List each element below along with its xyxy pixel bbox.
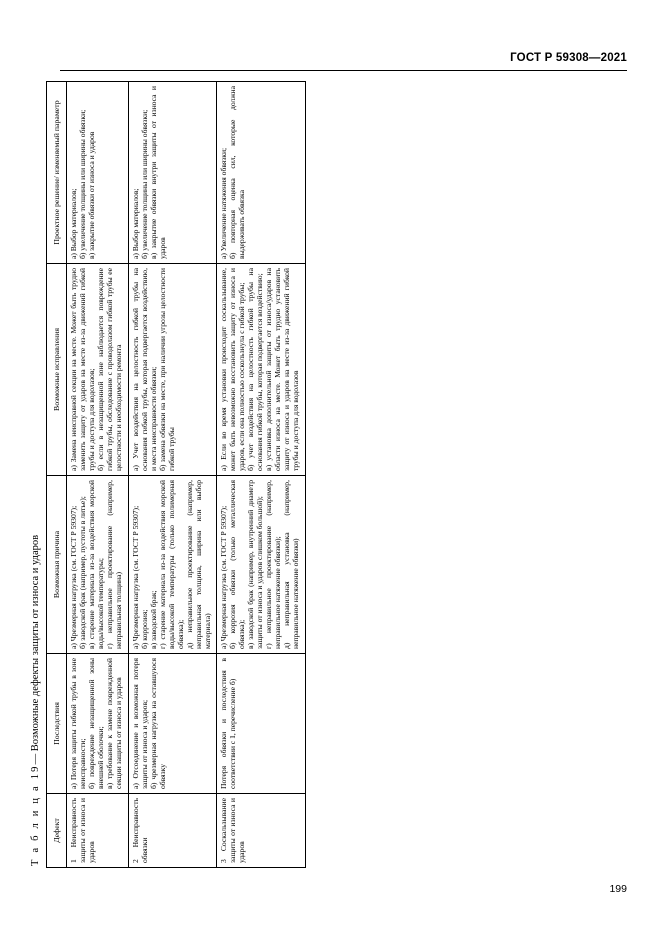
defect-text: 2 Неисправность обвязки: [130, 798, 149, 863]
fix-item: а) Замена неисправной секции на месте. Может быть трудно заменить защиту от ударов на месте из-за движений гибкой трубы и доступа для водолазов;: [69, 268, 97, 471]
cell-consequences: [217, 654, 306, 794]
page-number: 199: [609, 883, 627, 895]
table-caption-label: Т а б л и ц а 19: [30, 764, 41, 866]
cell-design: [217, 82, 306, 264]
fix-item: б) учет воздействия на целостность гибкой трубы на основания гибкой трубы, которая подвергается воздействию;: [246, 268, 265, 471]
cell-consequences: [128, 654, 217, 794]
cause-item: в) старение материала из-за воздействия морской воды/высокой температуры;: [87, 480, 106, 649]
cause-item: г) старение материала из-за воздействия морской воды/высокой температуры (только полимерная обвязка);: [157, 480, 185, 649]
cause-item: д) неправильное проектирование (например, неправильная толщина, ширина или выбор материала): [184, 480, 212, 649]
cell-defect: [67, 794, 129, 868]
fix-item: б) замена обвязки на месте, при наличии угрозы целостности гибкой трубы: [157, 268, 176, 471]
design-item: а) Выбор материалов;: [69, 188, 79, 259]
cause-item: в) заводской брак (например, внутренний диаметр защиты от износа и ударов слишком большой);: [246, 480, 265, 649]
design-item: а) Выбор материалов;: [130, 188, 140, 259]
consequence-item: а) Потеря защиты гибкой трубы в зоне неисправности;: [69, 658, 88, 789]
table-row: [217, 82, 306, 868]
fix-item: а) Учет воздействия на целостность гибкой трубы на основания гибкой трубы, которая подвергается воздействию, и места неисправности обвязки;: [130, 268, 158, 471]
design-item: в) закрытие обвязки внутри защиты от износа и ударов: [148, 86, 167, 259]
design-item: б) увеличение толщины или ширины обвязки;: [78, 109, 88, 259]
column-header-design: Проектное решение/ изменяемый параметр: [47, 82, 67, 264]
table-header-row: [47, 82, 67, 868]
cell-cause: [67, 476, 129, 654]
table-caption-text: — Возможные дефекты защиты от износа и ударов: [30, 534, 41, 765]
design-item: б) повторная оценка сил, которые должна выдерживать обвязка: [228, 86, 247, 259]
consequence-item: б) чрезмерная нагрузка на оставшуюся обвязку: [148, 658, 167, 789]
design-item: б) увеличение толщины или ширины обвязки;: [139, 109, 149, 259]
cell-cause: [217, 476, 306, 654]
cause-item: а) Чрезмерная нагрузка (см. ГОСТ Р 59307);: [69, 505, 79, 649]
table-row: [67, 82, 129, 868]
cause-item: а) Чрезмерная нагрузка (см. ГОСТ Р 59307);: [219, 505, 229, 649]
table-caption: [30, 78, 41, 866]
table-row: [128, 82, 217, 868]
standard-id-header: ГОСТ Р 59308—2021: [510, 52, 627, 64]
fix-item: б) если в незащищенной зоне наблюдается повреждение гибкой трубы, обследование с проводолазом гибкой трубы ее целостности и необходимости ремонта: [96, 268, 123, 471]
defect-text: 3 Соскальзывание защиты от износа и ударов: [219, 798, 247, 863]
cause-item: д) неправильная установка (например, неправильное натяжение обвязки): [282, 480, 301, 649]
cell-cause: [128, 476, 217, 654]
cause-item: г) неправильное проектирование (например, неправильная толщина): [105, 480, 123, 649]
cause-item: б) коррозия;: [139, 609, 149, 649]
cell-design: [128, 82, 217, 264]
defect-text: 1 Неисправность защиты от износа и ударов: [69, 798, 97, 863]
cause-item: в) заводской брак;: [148, 590, 158, 649]
header-rule: [60, 70, 627, 71]
design-item: в) закрытие обвязки от износа и ударов: [87, 131, 97, 259]
cause-item: б) коррозия обвязки (только металлическая обвязка);: [228, 480, 247, 649]
consequence-item: Потеря обвязки и последствия в соответствии с 1, перечисление б): [219, 658, 238, 789]
column-header-fixes: Возможные исправления: [47, 264, 67, 476]
consequence-item: а) Отсоединение и возможная потеря защиты от износа и ударов;: [130, 658, 149, 789]
column-header-consequences: Последствия: [47, 654, 67, 794]
defects-table: [46, 81, 306, 868]
cell-defect: [217, 794, 306, 868]
design-item: а) Увеличение натяжения обвязки;: [219, 147, 229, 259]
cell-design: [67, 82, 129, 264]
rotated-table-region: [30, 78, 630, 868]
consequence-item: б) повреждение незащищенной зоны внешней оболочки;: [87, 658, 106, 789]
cause-item: б) заводской брак (например, пустоты в литье);: [78, 496, 88, 649]
cell-fixes: [67, 264, 129, 476]
cell-consequences: [67, 654, 129, 794]
fix-item: а) Если во время установки происходит соскальзывание, может быть невозможно восстановить защиту от износа и ударов, если она полностью соскользнула с гибкой трубы;: [219, 268, 247, 471]
cell-defect: [128, 794, 217, 868]
cause-item: а) Чрезмерная нагрузка (см. ГОСТ Р 59307);: [130, 505, 140, 649]
fix-item: в) установка дополнительной защиты от износа/ударов на области износа на месте. Может быть трудно установить защиту от износа и ударов на месте из-за движений гибкой трубы и доступа для водолазов: [264, 268, 301, 471]
column-header-cause: Возможная причина: [47, 476, 67, 654]
consequence-item: в) требование к замене поврежденной секции защиты от износа и ударов: [105, 658, 123, 789]
cell-fixes: [128, 264, 217, 476]
column-header-defect: Дефект: [47, 794, 67, 868]
cause-item: г) неправильное проектирование (например, неправильное натяжение обвязки);: [264, 480, 283, 649]
cell-fixes: [217, 264, 306, 476]
